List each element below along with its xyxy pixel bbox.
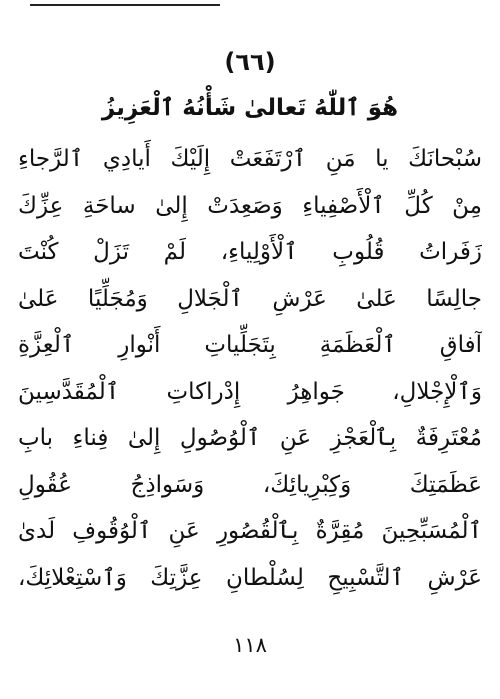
text-line: مِنْ كُلِّ ٱلْأَصْفِياءِ وَصَعِدَتْ إِلىٰ ساحَةِ عِزِّكَ xyxy=(18,192,482,219)
text-line: عَظَمَتِكَ وَكِبْرِيائِكَ، وَسَواذِجُ عُقُولِ xyxy=(18,471,482,498)
page-number: ١١٨ xyxy=(233,633,267,657)
text-line: سُبْحانَكَ يا مَنِ ٱرْتَفَعَتْ إِلَيْكَ أَيادِي ٱلرَّجاءِ xyxy=(18,146,482,172)
prayer-text xyxy=(18,136,482,601)
prayer-page xyxy=(18,0,482,699)
text-line: وَٱلْإِجْلالِ، جَواهِرُ إِدْراكاتِ ٱلْمُقَدَّسِينَ xyxy=(18,378,482,405)
text-line: جالِسًا عَلىٰ عَرْشِ ٱلْجَلالِ وَمُجَلِّيًا عَلىٰ xyxy=(18,285,482,312)
text-line: عَرْشِ ٱلتَّسْبِيحِ لِسُلْطانِ عِزَّتِكَ وَٱسْتِعْلائِكَ، xyxy=(18,564,482,591)
text-line: ٱلْمُسَبِّحِينَ مُقِرَّةٌ بِٱلْقُصُورِ عَنِ ٱلْوُقُوفِ لَدىٰ xyxy=(18,518,482,544)
text-line: زَفَراتُ قُلُوبِ ٱلْأَوْلِياءِ، لَمْ تَزَلْ كُنْتَ xyxy=(18,239,482,265)
text-line: مُعْتَرِفَةٌ بِٱلْعَجْزِ عَنِ ٱلْوُصُولِ إِلىٰ فِناءِ بابِ xyxy=(18,425,482,451)
text-line: آفاقِ ٱلْعَظَمَةِ بِتَجَلِّياتِ أَنْوارِ ٱلْعِزَّةِ xyxy=(18,332,482,358)
section-number: (٦٦) xyxy=(224,48,276,76)
prayer-heading: هُوَ ٱللّٰهُ تَعالىٰ شَأْنُهُ ٱلْعَزِيزُ xyxy=(101,95,399,121)
